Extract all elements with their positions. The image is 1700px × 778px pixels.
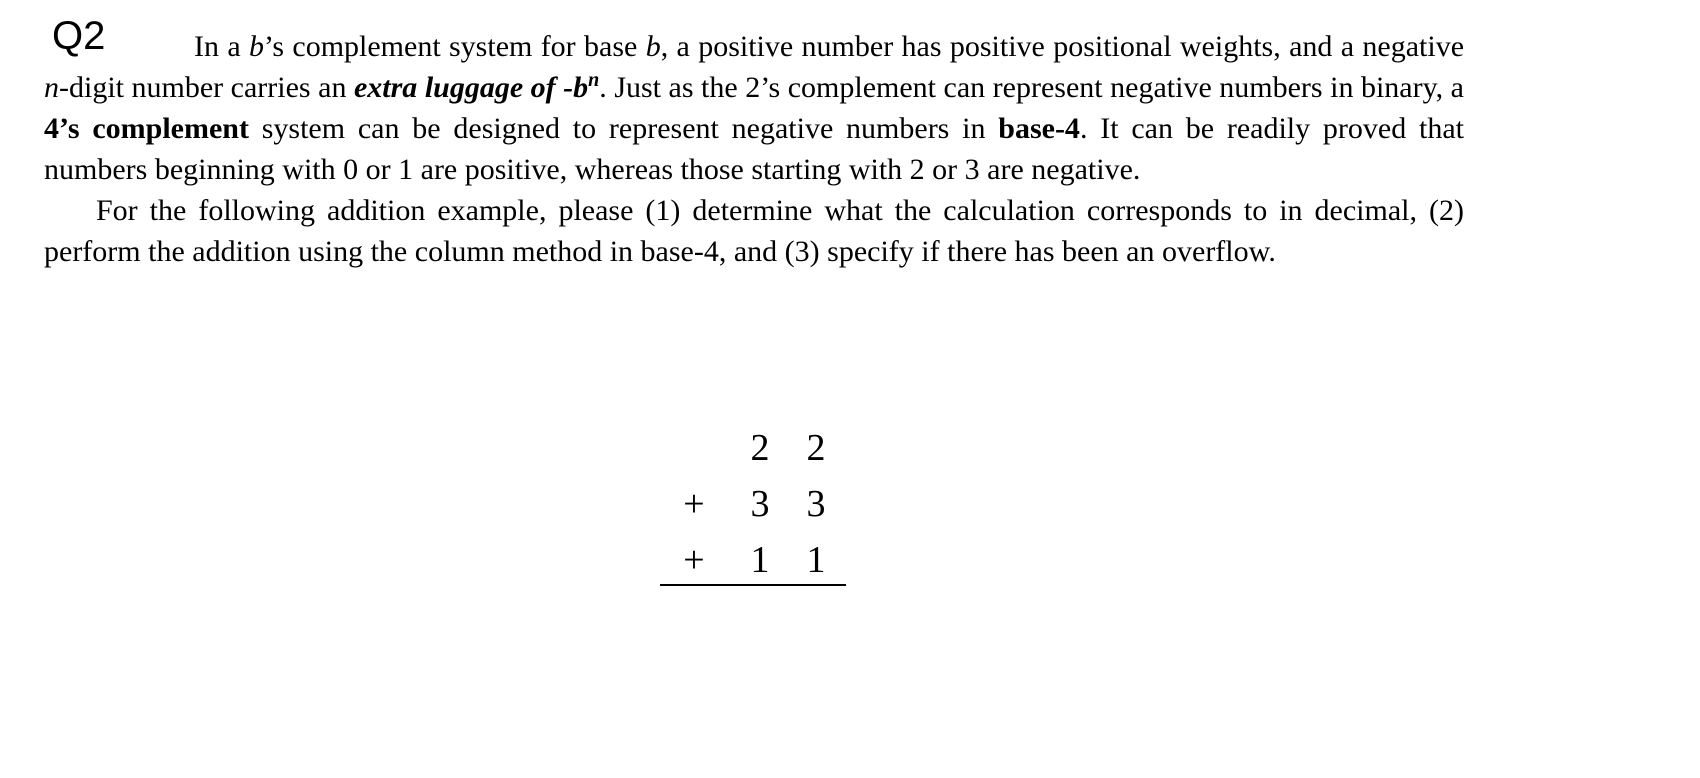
p1-four-complement: 4’s complement — [44, 112, 249, 145]
addend-row-1 — [660, 420, 846, 476]
p1-text-4: -digit number carries an — [59, 71, 354, 104]
p1-var-b-2: b — [645, 30, 661, 63]
p1-text-1: In a — [194, 30, 250, 63]
p1-text-3: , a positive number has positive positional weights, and a negative — [660, 30, 1465, 63]
p1-base4: base-4 — [998, 112, 1080, 145]
addend-row-3 — [660, 532, 846, 588]
plus-sign: + — [683, 483, 705, 525]
sum-line — [660, 584, 846, 586]
question-label: Q2 — [52, 14, 106, 58]
p1-text-6: system can be designed to represent negative numbers in — [248, 112, 999, 145]
digit-low: 2 — [806, 427, 826, 469]
question-paragraph-2: For the following addition example, please (1) determine what the calculation corresponds to in decimal, (2) perform the addition using the column method in base-4, and (3) specify if there has been an overflow. — [44, 194, 1464, 268]
digit-high: 2 — [750, 427, 770, 469]
p1-extra-luggage-text: extra luggage of -b — [353, 71, 589, 104]
digit-high: 3 — [750, 483, 770, 525]
p1-text-2: ’s complement system for base — [264, 30, 646, 63]
digit-low: 3 — [806, 483, 826, 525]
p1-var-b-1: b — [249, 30, 265, 63]
p1-exponent-n: n — [588, 69, 600, 91]
question-text — [44, 26, 1464, 272]
column-addition — [660, 420, 846, 588]
plus-sign: + — [683, 539, 705, 581]
p1-text-5: . Just as the 2’s complement can represent negative numbers in binary, a — [599, 71, 1464, 104]
p1-var-n: n — [44, 71, 59, 104]
digit-high: 1 — [750, 539, 770, 581]
addend-row-2 — [660, 476, 846, 532]
digit-low: 1 — [806, 539, 826, 581]
question-paragraph-1 — [44, 26, 1464, 190]
p1-extra-luggage — [354, 71, 599, 104]
p1-text-7: . It can be readily proved that numbers beginning with 0 or 1 are positive, whereas those starting with 2 or 3 are negative. — [44, 112, 1464, 186]
